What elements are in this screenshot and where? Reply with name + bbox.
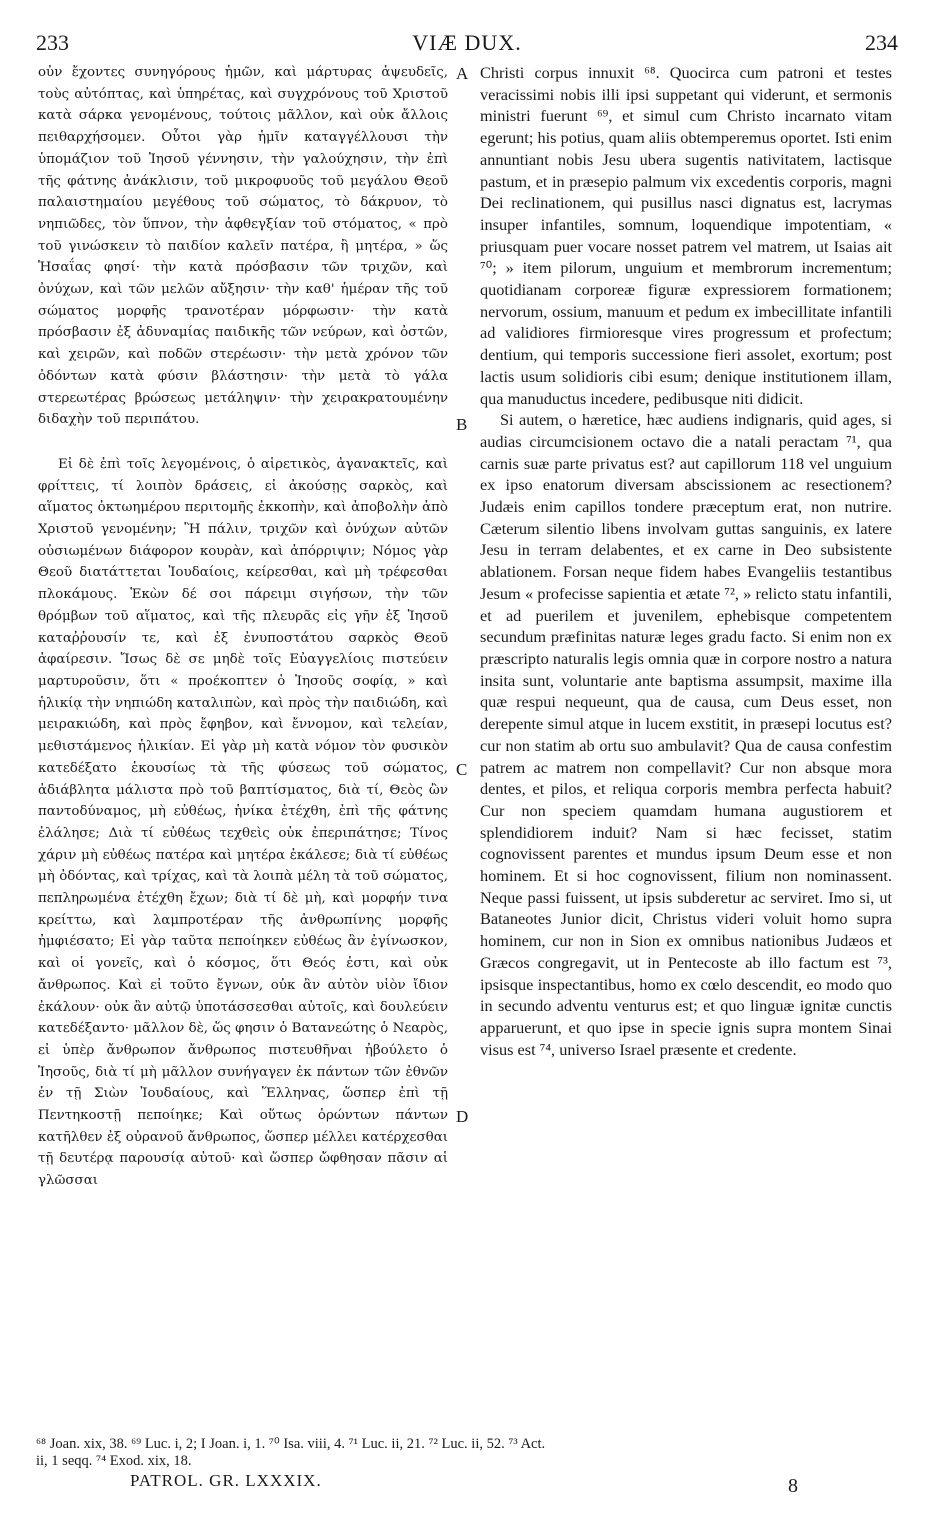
section-marker: A bbox=[456, 64, 469, 83]
greek-paragraph: οὐν ἔχοντες συνηγόρους ἡμῶν, καὶ μάρτυρας ἀψευδεῖς, τοὺς αὐτόπτας, καὶ ὑπηρέτας, καὶ συγχρόνους τοῦ Χριστοῦ κατὰ σάρκα γενομένους, τούτοις μᾶλλον, καὶ οὐκ ἄλλοις πειθαρχήσομεν. Οὗτοι γὰρ ἡμῖν καταγγέλλουσι τὴν ὑπομάζιον τοῦ Ἰησοῦ γέννησιν, τὴν γαλούχησιν, τὴν ἐπὶ τῆς φάτνης ἀνάκλισιν, τοῦ μικροφυοῦς τοῦ μεγάλου Θεοῦ παλαιστημαίου μεγέθους τοῦ σώματος, τὸ δάκρυον, τὸ νηπιῶδες, τὸν ὕπνον, τὴν ἀφθεγξίαν τοῦ στόματος, « πρὸ τοῦ γινώσκειν τὸ παιδίον καλεῖν πατέρα, ἢ μητέρα, » ὥς Ἡσαΐας φησί· τὴν κατὰ πρόσβασιν τῶν τριχῶν, καὶ ὀνύχων, καὶ τῶν μελῶν αὔξησιν· τὴν καθ' ἡμέραν τῆς τοῦ σώματος μορφῆς τρανοτέραν μόρφωσιν· τὴν κατὰ πρόσβασιν ἐξ ἀδυναμίας παιδικῆς τῶν νεύρων, καὶ ὀστῶν, καὶ χειρῶν, καὶ ποδῶν στερέωσιν· τὴν μετὰ χρόνον τῶν ὀδόντων κατὰ φύσιν βλάστησιν· τὴν μετὰ τὸ γάλα στερεωτέρας βρώσεως μετάληψιν· τὴν χειρακρατουμένην διδαχὴν τοῦ περιπάτου. bbox=[38, 65, 448, 428]
latin-paragraph: Si autem, o hæretice, hæc audiens indignaris, quid ages, si audias circumcisionem octavo die a natali peractam ⁷¹, qua carnis suæ parte privatus est? aut capillorum 118 vel unguium ex ipso enatorum diversam abscissionem ac resectionem? Judæis enim capillos tondere præceptum erat, non nutrire. Cæterum silentio libens involvam guttas sanguinis, ex latere Jesu in terram delabentes, et ex carne in Deo subsistente ablationem. Forsan neque fidem habes Evangeliis testantibus Jesum « profecisse sapientia et ætate ⁷², » relicto statu infantili, et ad puerilem et juvenilem, ephebisque competentem secundum præfinitas naturæ leges gradu facto. Si enim non ex præscripto naturalis legis omnia quæ in corpore nostro a natura insita sunt, voluntarie ante baptisma assumpsit, maxime illa quæ respui nequeunt, qua de causa, cum Deus esset, non derepente simul atque in lucem exstitit, in præsepi locutus est? cur non statim ab ortu suo ambulavit? Qua de causa confestim patrem ac matrem non compellavit? Cur non absque mora dentes, et pilos, et reliqua corporis membra perfecta habuit? Cur non speciem quamdam humana augustiorem et splendidiorem induit? Nam si hæc fecisset, statim cognovissent parentes et mundus ipsum Deum esse et non hominem. Et si hoc cognovissent, filium non nominassent. Neque passi fuissent, ut ipsis subderetur ac serviret. Imo si, ut Bataneotes Junior dicit, Christus videri voluit homo supra hominem, cur non in Sion ex omnibus nationibus Judæos et Græcos congregavit, ut in Pentecoste ab illo factum est ⁷³, ipsisque inspectantibus, homo ex cœlo descendit, eo modo quo in secundo adventu venturus est; et quo linguæ ignitæ cunctis apparuerunt, et quo ipse in specie ignis supra montem Sinai visus est ⁷⁴, universo Israel præsente et credente. bbox=[480, 410, 892, 1059]
page-number-left: 233 bbox=[36, 30, 69, 55]
running-header bbox=[36, 30, 898, 60]
running-title: VIÆ DUX. bbox=[412, 30, 522, 55]
latin-paragraph: Christi corpus innuxit ⁶⁸. Quocirca cum patroni et testes veracissimi nobis illi ipsi suppetant qui viderunt, et sermonis ministri fuerunt ⁶⁹, et simul cum Christo incarnato vitam egerunt; his potius, quam aliis obtemperemus oportet. Isti enim annuntiant nobis Jesu ubera sugentis nativitatem, lactisque pastum, et in præsepio palmum vix excedentis corporis, magni Dei reclinationem, qui pusillus nasci dignatus est, lacrymas insuper infantiles, somnum, loquendique impotentiam, « priusquam puer vocare nosset patrem vel matrem, ut Isaias ait ⁷⁰; » item pilorum, unguium et membrorum incrementum; quotidianam corporeæ figuræ expressiorem formationem; nervorum, ossium, manuum et pedum ex imbecillitate infantili ad validiores firmioresque vires progressum et profectum; dentium, qui temporis successione fieri assolet, exortum; post lactis usum solidioris cibi esum; denique institutionem illam, qua manuductus incedere, pedibusque niti didicit. bbox=[480, 63, 892, 408]
greek-column bbox=[38, 62, 448, 1192]
footnote-line: ⁶⁸ Joan. xix, 38. ⁶⁹ Luc. i, 2; I Joan. i, 1. ⁷⁰ Isa. viii, 4. ⁷¹ Luc. ii, 21. ⁷² Luc. ii, 52. ⁷³ Act. bbox=[36, 1436, 546, 1452]
section-marker: D bbox=[456, 1107, 469, 1126]
page-number-right: 234 bbox=[865, 30, 898, 55]
greek-paragraph: Εἰ δὲ ἐπὶ τοῖς λεγομένοις, ὁ αἱρετικὸς, ἀγανακτεῖς, καὶ φρίττεις, τί λοιπὸν δράσεις, εἰ ἀκούσῃς σαρκὸς, καὶ αἵματος ὀκτωημέρου περιτομῆς ἐκκοπὴν, καὶ ἀποβολὴν ἀπὸ Χριστοῦ γενομένην; Ἢ πάλιν, τριχῶν καὶ ὀνύχων αὐτῶν οὐσιωμένων διάφορον κουρὰν, καὶ ἀπόρριψιν; Νόμος γὰρ Θεοῦ διατάττεται Ἰουδαίοις, κείρεσθαι, καὶ μὴ τρέφεσθαι πλοκάμους. Ἑκὼν δέ σοι πάρειμι σιγήσων, τὴν τῶν θρόμβων τοῦ αἵματος, καὶ τῆς πλευρᾶς εἰς γῆν ἐξ Ἰησοῦ καταῤῥουσίν τε, καὶ ἐξ ἐνυποστάτου σαρκὸς Θεοῦ ἀφαίρεσιν. Ἴσως δὲ σε μηδὲ τοῖς Εὐαγγελίοις πιστεύειν μαρτυροῦσιν, ὅτι « προέκοπτεν ὁ Ἰησοῦς σοφίᾳ, » καὶ ἡλικίᾳ τὴν νηπιώδη καταλιπὼν, καὶ πρὸς τὴν παιδιώδη, καὶ μειρακιώδη, καὶ πρὸς ἔφηβον, καὶ ἔννομον, καὶ τελείαν, μεθιστάμενος ἡλικίαν. Εἰ γὰρ μὴ κατὰ νόμον τὸν φυσικὸν κατεδέξατο ἑκουσίως τὰ τῆς φύσεως τοῦ σώματος, ἀδιάβλητα μάλιστα πρὸ τοῦ βαπτίσματος, διὰ τί, Θεὸς ὢν παντοδύναμος, μὴ εὐθέως, ἡνίκα ἐτέχθη, ἐπὶ τῆς φάτνης ἐλάλησε; Διὰ τί εὐθέως τεχθεὶς οὐκ ἐπεριπάτησε; Τίνος χάριν μὴ εὐθέως πατέρα καὶ μητέρα ἐκάλεσε; διὰ τί εὐθέως μὴ ὀδόντας, καὶ τρίχας, καὶ τὰ λοιπὰ μέλη τὰ τοῦ σώματος, πεπληρωμένα ἐτέχθη ἔχων; διὰ τί δὲ μὴ, καὶ μορφήν τινα κρείττω, καὶ λαμπροτέραν τῆς ἀνθρωπίνης μορφῆς ἠμφιέσατο; Εἰ γὰρ ταῦτα πεποίηκεν εὐθέως ἂν ἐγίνωσκον, καὶ οἱ γονεῖς, καὶ ὁ κόσμος, ὅτι Θεός ἐστι, καὶ οὐκ ἄνθρωπος. Καὶ εἰ τοῦτο ἔγνων, οὐκ ἂν αὐτὸν υἱὸν ἴδιον ἐκάλουν· οὐκ ἂν αὐτῷ ὑποτάσσεσθαι αὐτοῖς, καὶ δουλεύειν κατεδέξαντο· μᾶλλον δὲ, ὥς φησιν ὁ Βατανεώτης ὁ Νεαρὸς, εἰ ὑπὲρ ἄνθρωπον ἄνθρωπος πιστευθῆναι ἠβούλετο ὁ Ἰησοῦς, διὰ τί μὴ μᾶλλον συνήγαγεν ἐκ πάντων τῶν ἐθνῶν ἐν τῇ Σιὼν Ἰουδαίους, καὶ Ἕλληνας, ὥσπερ ἐπὶ τῇ Πεντηκοστῇ πεποίηκε; Καὶ οὕτως ὁρώντων πάντων κατῆλθεν ἐξ οὐρανοῦ ἄνθρωπος, ὥσπερ μέλλει κατέρχεσθαι τῇ δευτέρᾳ παρουσίᾳ αὐτοῦ· καὶ ὥσπερ ὤφθησαν πᾶσιν αἱ γλῶσσαι bbox=[38, 456, 448, 1189]
sheet-mark: 8 bbox=[788, 1475, 798, 1497]
footnotes bbox=[36, 1436, 916, 1470]
section-marker: B bbox=[456, 415, 468, 434]
section-marker: C bbox=[456, 760, 468, 779]
printer-signature: PATROL. GR. LXXXIX. bbox=[130, 1471, 322, 1490]
latin-column bbox=[480, 62, 892, 1060]
footnote-line: ii, 1 seqq. ⁷⁴ Exod. xix, 18. bbox=[36, 1453, 192, 1469]
